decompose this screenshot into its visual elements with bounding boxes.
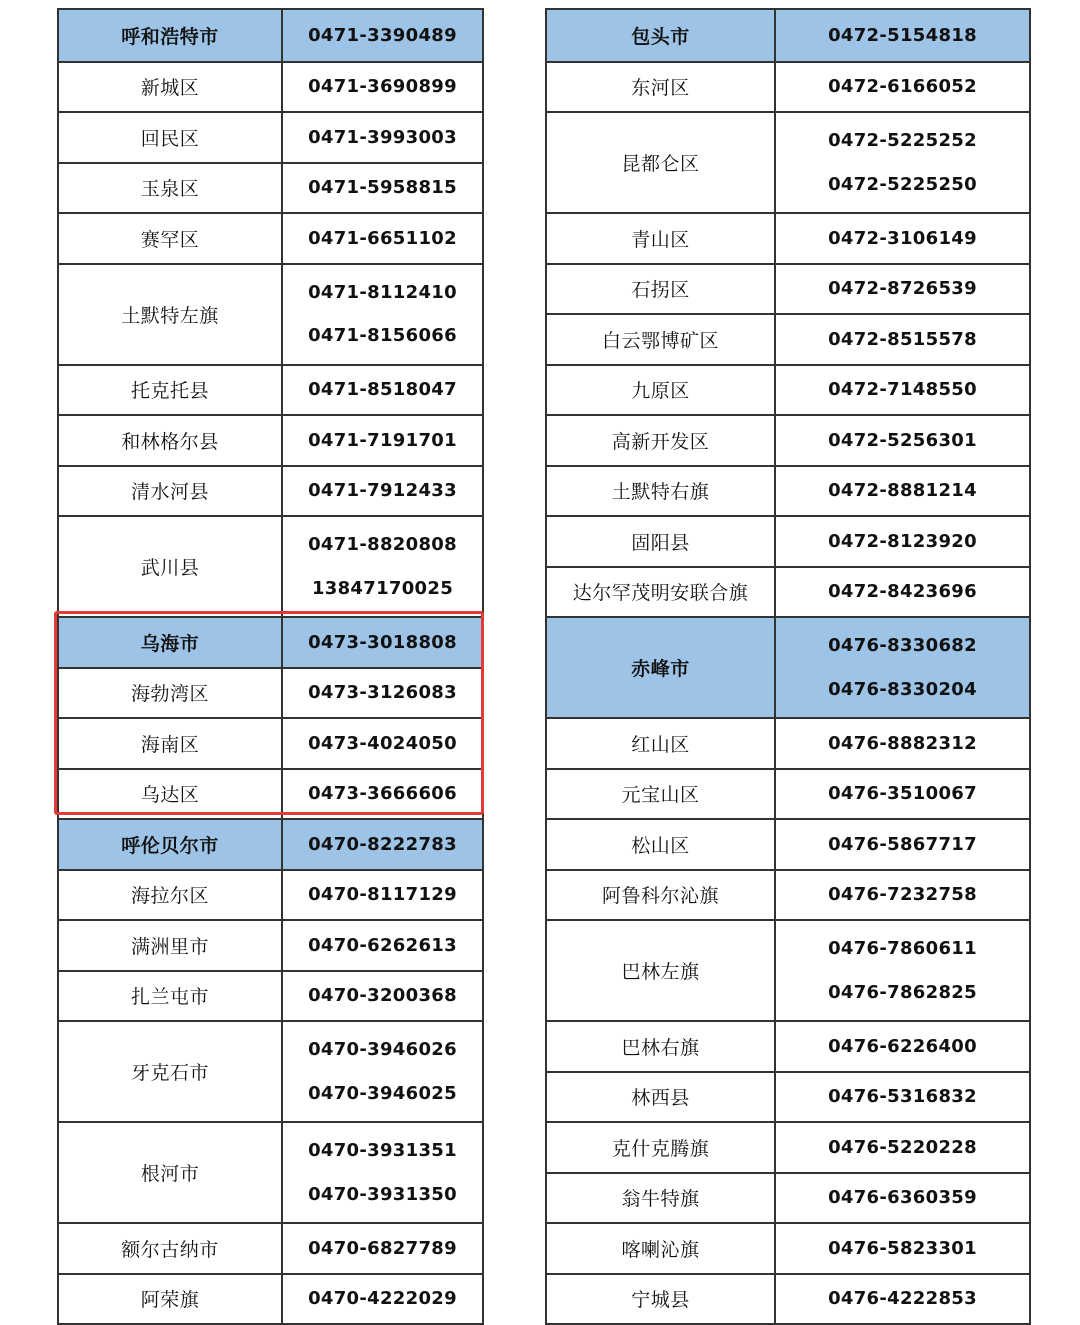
phone-number: 0471-8112410 (308, 281, 457, 303)
phone-cell (776, 921, 1029, 1020)
phone-number: 0473-4024050 (308, 732, 457, 754)
district-row (59, 263, 482, 364)
district-row (547, 1222, 1029, 1273)
phone-number: 0476-5316832 (828, 1086, 977, 1108)
district-name: 和林格尔县 (59, 416, 283, 465)
district-name: 清水河县 (59, 467, 283, 516)
district-row (547, 919, 1029, 1020)
phone-cell (283, 1022, 482, 1121)
district-row (59, 515, 482, 616)
phone-number: 0472-5256301 (828, 429, 977, 451)
phone-number: 0476-7860611 (828, 938, 977, 960)
phone-number: 0473-3126083 (308, 682, 457, 704)
district-name: 牙克石市 (59, 1022, 283, 1121)
phone-number: 0471-8820808 (308, 534, 457, 556)
district-row (59, 1121, 482, 1222)
phone-cell (283, 214, 482, 263)
phone-number: 0476-6360359 (828, 1187, 977, 1209)
district-row (59, 1020, 482, 1121)
city-name: 乌海市 (59, 618, 283, 667)
district-name: 阿荣旗 (59, 1275, 283, 1324)
phone-cell (283, 467, 482, 516)
district-name: 高新开发区 (547, 416, 776, 465)
district-row (59, 212, 482, 263)
district-row (547, 717, 1029, 768)
district-name: 青山区 (547, 214, 776, 263)
phone-cell (283, 669, 482, 718)
district-name: 武川县 (59, 517, 283, 616)
phone-number: 0473-3666606 (308, 783, 457, 805)
phone-cell (283, 921, 482, 970)
phone-cell (283, 1275, 482, 1324)
phone-number: 0470-3946026 (308, 1039, 457, 1061)
district-name: 海拉尔区 (59, 871, 283, 920)
phone-number: 0472-8123920 (828, 530, 977, 552)
district-row (547, 1121, 1029, 1172)
phone-number: 0471-3690899 (308, 76, 457, 98)
district-name: 海勃湾区 (59, 669, 283, 718)
district-name: 乌达区 (59, 770, 283, 819)
phone-number: 0472-7148550 (828, 379, 977, 401)
phone-number: 0471-7912433 (308, 480, 457, 502)
phone-number: 0472-8515578 (828, 328, 977, 350)
district-name: 托克托县 (59, 366, 283, 415)
district-row (547, 768, 1029, 819)
phone-cell (776, 770, 1029, 819)
district-row (59, 111, 482, 162)
district-name: 土默特左旗 (59, 265, 283, 364)
phone-cell (283, 164, 482, 213)
district-name: 满洲里市 (59, 921, 283, 970)
district-row (59, 61, 482, 112)
phone-number: 0472-6166052 (828, 76, 977, 98)
city-header-row (59, 10, 482, 61)
phone-number: 0471-6651102 (308, 227, 457, 249)
district-row (547, 313, 1029, 364)
phone-number: 0476-8330204 (828, 678, 977, 700)
phone-cell (283, 1224, 482, 1273)
district-name: 巴林左旗 (547, 921, 776, 1020)
district-name: 东河区 (547, 63, 776, 112)
district-row (59, 364, 482, 415)
city-name: 包头市 (547, 10, 776, 61)
phone-cell (776, 618, 1029, 717)
phone-number: 0476-4222853 (828, 1288, 977, 1310)
phone-number: 0472-5154818 (828, 24, 977, 46)
phone-cell (283, 113, 482, 162)
phone-number: 0471-8518047 (308, 379, 457, 401)
phone-cell (776, 10, 1029, 61)
district-row (547, 465, 1029, 516)
city-name: 呼伦贝尔市 (59, 820, 283, 869)
phone-cell (776, 871, 1029, 920)
phone-cell (283, 416, 482, 465)
district-name: 巴林右旗 (547, 1022, 776, 1071)
phone-cell (776, 719, 1029, 768)
district-name: 阿鲁科尔沁旗 (547, 871, 776, 920)
phone-number: 0473-3018808 (308, 631, 457, 653)
district-row (547, 818, 1029, 869)
city-header-row (59, 818, 482, 869)
phone-cell (283, 265, 482, 364)
phone-number: 0470-3931351 (308, 1140, 457, 1162)
city-name: 赤峰市 (547, 618, 776, 717)
phone-cell (283, 618, 482, 667)
phone-number: 0472-5225252 (828, 130, 977, 152)
district-name: 回民区 (59, 113, 283, 162)
city-name: 呼和浩特市 (59, 10, 283, 61)
district-name: 固阳县 (547, 517, 776, 566)
district-row (547, 111, 1029, 212)
district-name: 达尔罕茂明安联合旗 (547, 568, 776, 617)
phone-cell (776, 265, 1029, 314)
district-name: 玉泉区 (59, 164, 283, 213)
district-row (59, 768, 482, 819)
district-name: 根河市 (59, 1123, 283, 1222)
district-row (59, 162, 482, 213)
phone-number: 0470-8117129 (308, 884, 457, 906)
district-row (547, 566, 1029, 617)
district-row (547, 1273, 1029, 1324)
district-name: 宁城县 (547, 1275, 776, 1324)
district-row (59, 414, 482, 465)
district-name: 土默特右旗 (547, 467, 776, 516)
phone-number: 0470-6262613 (308, 934, 457, 956)
district-row (59, 717, 482, 768)
phone-number: 0476-5220228 (828, 1136, 977, 1158)
phone-number: 0476-3510067 (828, 783, 977, 805)
phone-number: 0476-6226400 (828, 1035, 977, 1057)
district-row (547, 414, 1029, 465)
phone-cell (283, 517, 482, 616)
right-contact-table (545, 8, 1031, 1325)
phone-number: 0472-3106149 (828, 227, 977, 249)
phone-cell (283, 719, 482, 768)
phone-number: 0471-3390489 (308, 24, 457, 46)
phone-cell (776, 63, 1029, 112)
phone-number: 0476-7862825 (828, 981, 977, 1003)
phone-cell (776, 113, 1029, 212)
city-header-row (547, 616, 1029, 717)
phone-number: 0476-8882312 (828, 732, 977, 754)
district-name: 元宝山区 (547, 770, 776, 819)
district-row (59, 667, 482, 718)
district-name: 赛罕区 (59, 214, 283, 263)
phone-cell (776, 467, 1029, 516)
phone-number: 0476-5867717 (828, 833, 977, 855)
city-header-row (59, 616, 482, 667)
phone-number: 0470-3200368 (308, 985, 457, 1007)
phone-number: 0470-6827789 (308, 1237, 457, 1259)
phone-cell (776, 1174, 1029, 1223)
phone-number: 0476-8330682 (828, 635, 977, 657)
phone-cell (776, 366, 1029, 415)
phone-number: 0472-8423696 (828, 581, 977, 603)
district-name: 喀喇沁旗 (547, 1224, 776, 1273)
district-row (59, 465, 482, 516)
phone-cell (776, 1073, 1029, 1122)
phone-cell (776, 315, 1029, 364)
district-name: 红山区 (547, 719, 776, 768)
district-name: 石拐区 (547, 265, 776, 314)
phone-number: 0471-5958815 (308, 177, 457, 199)
phone-number: 0472-5225250 (828, 173, 977, 195)
phone-number: 13847170025 (311, 577, 454, 599)
phone-cell (776, 1275, 1029, 1324)
phone-cell (283, 366, 482, 415)
district-name: 新城区 (59, 63, 283, 112)
phone-cell (283, 63, 482, 112)
district-name: 额尔古纳市 (59, 1224, 283, 1273)
city-header-row (547, 10, 1029, 61)
district-name: 克什克腾旗 (547, 1123, 776, 1172)
phone-number: 0470-4222029 (308, 1288, 457, 1310)
phone-number: 0470-8222783 (308, 833, 457, 855)
left-contact-table (57, 8, 484, 1325)
district-row (547, 364, 1029, 415)
phone-cell (776, 568, 1029, 617)
district-name: 白云鄂博矿区 (547, 315, 776, 364)
phone-cell (283, 10, 482, 61)
district-row (547, 263, 1029, 314)
district-row (59, 869, 482, 920)
district-row (547, 61, 1029, 112)
district-name: 海南区 (59, 719, 283, 768)
district-name: 翁牛特旗 (547, 1174, 776, 1223)
district-row (59, 1273, 482, 1324)
phone-number: 0470-3931350 (308, 1183, 457, 1205)
phone-cell (776, 416, 1029, 465)
district-row (547, 1020, 1029, 1071)
phone-cell (283, 972, 482, 1021)
phone-cell (283, 1123, 482, 1222)
phone-number: 0476-7232758 (828, 884, 977, 906)
phone-number: 0471-3993003 (308, 126, 457, 148)
district-row (547, 869, 1029, 920)
district-row (59, 970, 482, 1021)
phone-number: 0472-8726539 (828, 278, 977, 300)
district-name: 九原区 (547, 366, 776, 415)
district-name: 扎兰屯市 (59, 972, 283, 1021)
phone-cell (776, 1022, 1029, 1071)
phone-cell (776, 1224, 1029, 1273)
phone-cell (283, 871, 482, 920)
phone-number: 0472-8881214 (828, 480, 977, 502)
district-row (59, 1222, 482, 1273)
district-name: 昆都仑区 (547, 113, 776, 212)
district-name: 林西县 (547, 1073, 776, 1122)
phone-cell (776, 820, 1029, 869)
phone-cell (776, 517, 1029, 566)
district-name: 松山区 (547, 820, 776, 869)
district-row (547, 212, 1029, 263)
district-row (547, 1071, 1029, 1122)
phone-cell (776, 1123, 1029, 1172)
phone-number: 0471-7191701 (308, 429, 457, 451)
phone-number: 0470-3946025 (308, 1082, 457, 1104)
district-row (547, 515, 1029, 566)
phone-number: 0471-8156066 (308, 325, 457, 347)
district-row (547, 1172, 1029, 1223)
phone-cell (283, 770, 482, 819)
district-row (59, 919, 482, 970)
phone-cell (283, 820, 482, 869)
phone-number: 0476-5823301 (828, 1237, 977, 1259)
phone-cell (776, 214, 1029, 263)
